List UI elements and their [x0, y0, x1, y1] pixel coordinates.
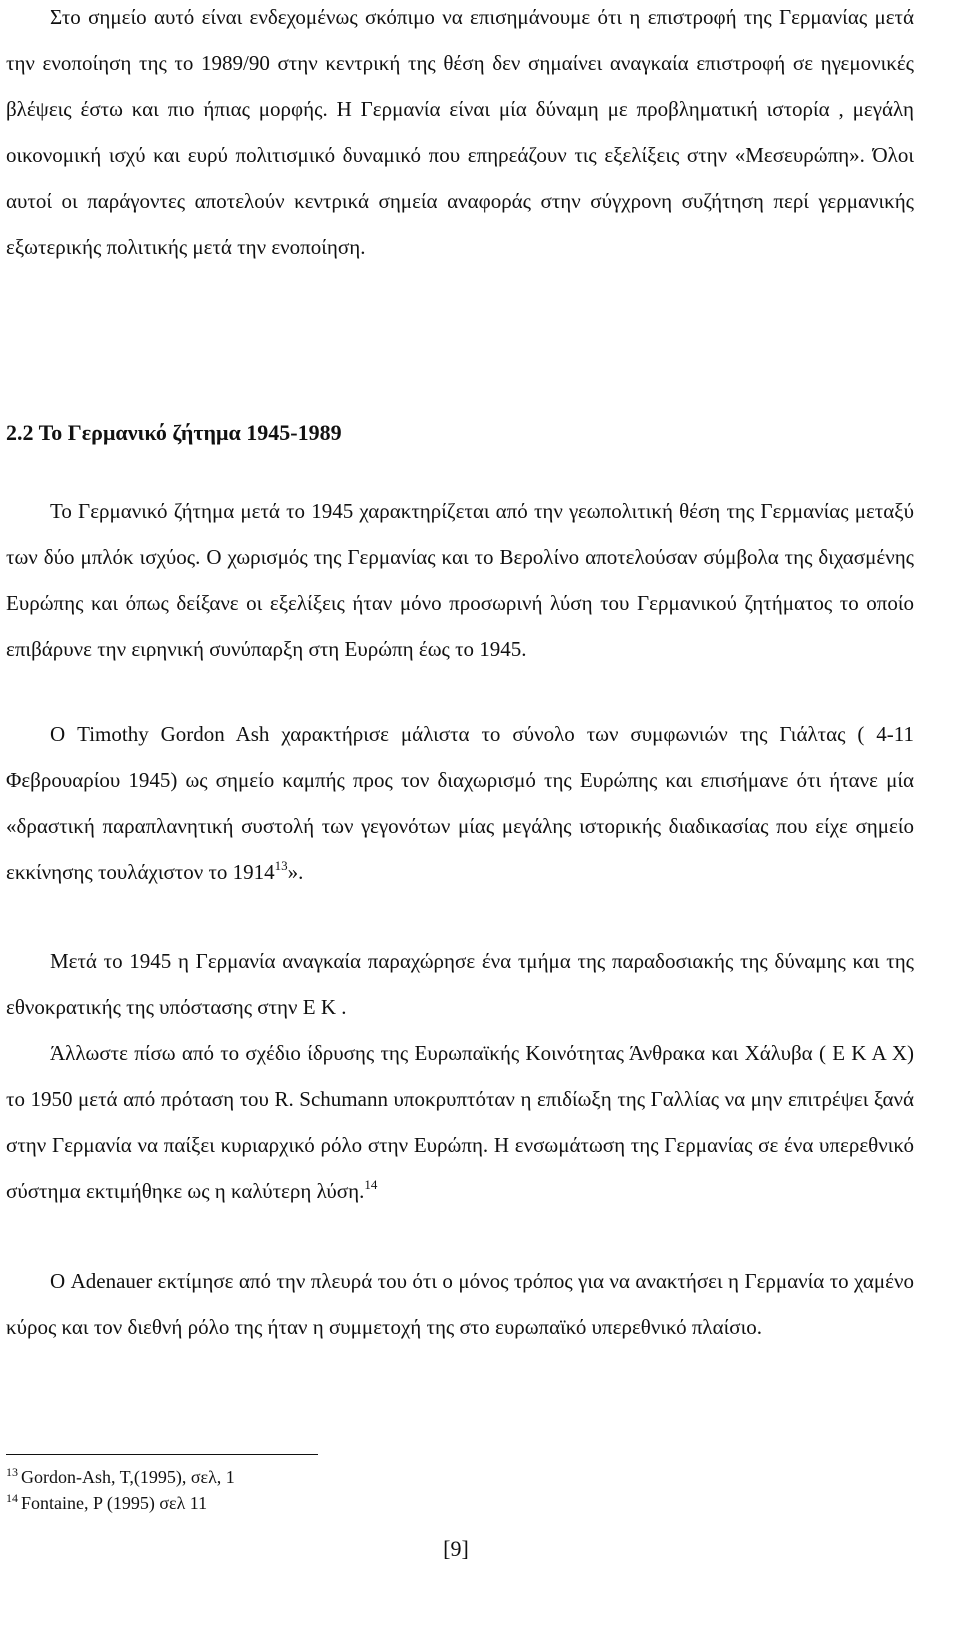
- footnote-ref-13: 13: [274, 858, 288, 873]
- paragraph-5-text: Άλλωστε πίσω από το σχέδιο ίδρυσης της Ευρωπαϊκής Κοινότητας Άνθρακα και Χάλυβα ( Ε Κ Α Χ) το 1950 μετά από πρόταση του R. Schumann υποκρυπτόταν η επιδίωξη της Γαλλίας να μην επιτρέψει ξανά στην Γερμανία να παίξει κυριαρχικό ρόλο στην Ευρώπη. Η ενσωμάτωση της Γερμανίας σε ένα υπερεθνικό σύστημα εκτιμήθηκε ως η καλύτερη λύση.: [6, 1041, 914, 1203]
- footnote-ref-14: 14: [364, 1177, 378, 1192]
- footnote-13-text: Gordon-Ash, T,(1995), σελ, 1: [21, 1467, 235, 1487]
- footnote-14-text: Fontaine, P (1995) σελ 11: [21, 1493, 208, 1513]
- paragraph-6-text: Ο Adenauer εκτίμησε από την πλευρά του ότι ο μόνος τρόπος για να ανακτήσει η Γερμανία το χαμένο κύρος και τον διεθνή ρόλο της ήταν η συμμετοχή της στο ευρωπαϊκό υπερεθνικό πλαίσιο.: [6, 1269, 914, 1339]
- section-heading: 2.2 Το Γερμανικό ζήτημα 1945-1989: [6, 420, 342, 445]
- footnote-separator: [6, 1454, 318, 1455]
- footnote-13-number: 13: [6, 1465, 18, 1479]
- paragraph-3-text: Ο Timothy Gordon Ash χαρακτήρισε μάλιστα το σύνολο των συμφωνιών της Γιάλτας ( 4-11 Φεβρουαρίου 1945) ως σημείο καμπής προς τον διαχωρισμό της Ευρώπης και επισήμανε ότι ήτανε μία «δραστική παραπλανητική συστολή των γεγονότων μίας μεγάλης ιστορικής διαδικασίας που είχε σημείο εκκίνησης τουλάχιστον το 1914: [6, 722, 914, 884]
- footnote-14-number: 14: [6, 1491, 18, 1505]
- footnotes: [6, 1464, 606, 1516]
- footnote-14: [6, 1490, 606, 1516]
- paragraph-3: [6, 711, 914, 895]
- footnote-13: [6, 1464, 606, 1490]
- paragraph-1-text: Στο σημείο αυτό είναι ενδεχομένως σκόπιμο να επισημάνουμε ότι η επιστροφή της Γερμανίας μετά την ενοποίηση της το 1989/90 στην κεντρική της θέση δεν σημαίνει αναγκαία επιστροφή σε ηγεμονικές βλέψεις έστω και πιο ήπιας μορφής. Η Γερμανία είναι μία δύναμη με προβληματική ιστορία , μεγάλη οικονομική ισχύ και ευρύ πολιτισμικό δυναμικό που επηρεάζουν τις εξελίξεις στην «Μεσευρώπη». Όλοι αυτοί οι παράγοντες αποτελούν κεντρικά σημεία αναφοράς στην σύγχρονη συζήτηση περί γερμανικής εξωτερικής πολιτικής μετά την ενοποίηση.: [6, 5, 914, 259]
- paragraph-5: [6, 1030, 914, 1214]
- paragraph-4-text: Μετά το 1945 η Γερμανία αναγκαία παραχώρησε ένα τμήμα της παραδοσιακής της δύναμης και της εθνοκρατικής της υπόστασης στην Ε Κ .: [6, 949, 914, 1019]
- paragraph-2-text: Το Γερμανικό ζήτημα μετά το 1945 χαρακτηρίζεται από την γεωπολιτική θέση της Γερμανίας μεταξύ των δύο μπλόκ ισχύος. Ο χωρισμός της Γερμανίας και το Βερολίνο αποτελούσαν σύμβολα της διχασμένης Ευρώπης και όπως δείξανε οι εξελίξεις ήταν μόνο προσωρινή λύση του Γερμανικού ζητήματος το οποίο επιβάρυνε την ειρηνική συνύπαρξη στη Ευρώπη έως το 1945.: [6, 499, 914, 661]
- paragraph-4: [6, 938, 914, 1030]
- paragraph-3-tail: ».: [287, 860, 304, 884]
- paragraph-1: [6, 0, 914, 270]
- paragraph-2: [6, 488, 914, 672]
- paragraph-6: [6, 1258, 914, 1350]
- page-number: [9]: [443, 1536, 469, 1561]
